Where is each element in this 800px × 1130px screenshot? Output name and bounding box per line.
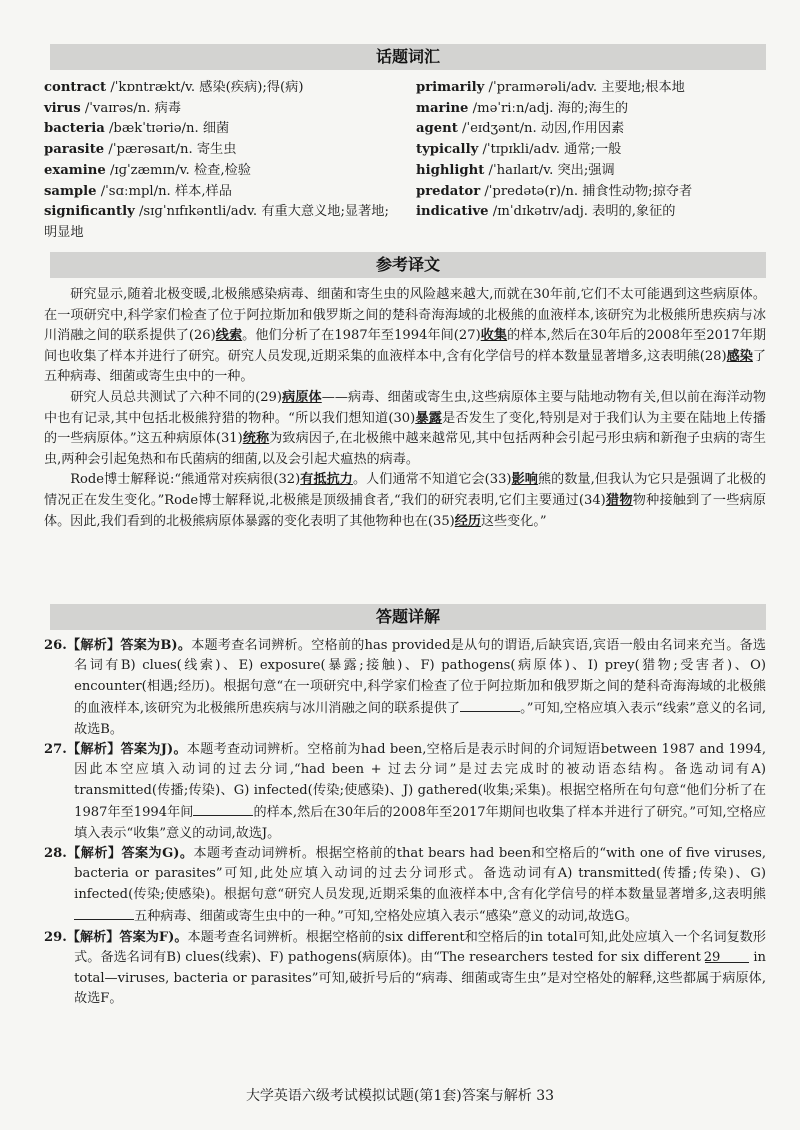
translation-paragraph: Rode博士解释说:“熊通常对疾病很(32)有抵抗力。人们通常不知道它会(33)影响熊的数量,但我认为它只是强调了北极的情况正在发生变化。”Rode博士解释说,北极熊是顶级捕食者,“我们的研究表明,它们主要通过(34)猎物物种接触到了一些病原体。因此,我们看到的北极熊病原体暴露的变化表明了其他物种也在(35)经历这些变化。” — [44, 472, 767, 529]
answer-item: 29.【解析】答案为F)。本题考查名词辨析。根据空格前的six different和空格后的in total可知,此处应填入一个名词复数形式。备选名词有B) clues(线索)、F) pathogens(病原体)。由“The researchers tested for six different 29 in total—viruses, bacteria or parasites”可知,破折号后的“病毒、细菌或寄生虫”是对空格处的解释,这些都属于病原体,故选F。 — [44, 929, 766, 1006]
fill-blank — [74, 905, 134, 920]
answer-keyword: 收集 — [480, 328, 508, 344]
vocab-entry: primarily /ˈpraɪmərəli/adv. 主要地;根本地 — [416, 80, 685, 95]
answer-keyword: 暴露 — [415, 410, 443, 426]
answer-keyword: 经历 — [454, 513, 481, 529]
vocab-column-right — [416, 78, 774, 223]
vocab-entry: examine /ɪɡˈzæmɪn/v. 检查,检验 — [44, 162, 251, 178]
vocab-entry: sample /ˈsɑːmpl/n. 样本,样品 — [44, 183, 232, 199]
vocab-entry: indicative /ɪnˈdɪkətɪv/adj. 表明的,象征的 — [416, 204, 676, 220]
vocab-entry: highlight /ˈhaɪlaɪt/v. 突出;强调 — [416, 162, 615, 178]
answer-item: 27.【解析】答案为J)。本题考查动词辨析。空格前为had been,空格后是表示时间的介词短语between 1987 and 1994,因此本空应填入动词的过去分词,“had been + 过去分词”是过去完成时的被动语态结构。备选动词有A) transmitted(传播;传染)、G) infected(传染;使感染)、J) gathered(收集;采集)。根据空格所在句句意“他们分析了在1987年至1994年间 的样本,然后在30年后的2008年至2017年期间也收集了样本并进行了研究。”可知,空格应填入表示“收集”意义的动词,故选J。 — [44, 742, 767, 841]
answer-keyword: 感染 — [726, 348, 753, 364]
section-header-vocab: 话题词汇 — [50, 44, 766, 70]
answer-item: 26.【解析】答案为B)。本题考查名词辨析。空格前的has provided是从句的谓语,后缺宾语,宾语一般由名词来充当。备选名词有B) clues(线索)、E) exposure(暴露;接触)、F) pathogens(病原体)、I) prey(猎物;受害者)、O) encounter(相遇;经历)。根据句意“在一项研究中,科学家们检查了位于阿拉斯加和俄罗斯之间的楚科奇海海域的北极熊的血液样本,该研究为北极熊所患疾病与冰川消融之间的联系提供了 。”可知,空格应填入表示“线索”意义的名词,故选B。 — [44, 638, 766, 737]
vocab-column-left — [44, 78, 394, 244]
answer-explanations — [44, 636, 766, 1009]
page-footer: 大学英语六级考试模拟试题(第1套)答案与解析 33 — [245, 1088, 555, 1104]
translation-paragraph: 研究人员总共测试了六种不同的(29)病原体——病毒、细菌或寄生虫,这些病原体主要与陆地动物有关,但以前在海洋动物中也有记录,其中包括北极熊狩猎的物种。“所以我们想知道(30)暴露是否发生了变化,特别是对于我们认为主要在陆地上传播的一些病原体。”这五种病原体(31)统称为致病因子,在北极熊中越来越常见,其中包括两种会引起弓形虫病和新孢子虫病的寄生虫,两种会引起兔热和布氏菌病的细菌,以及会引起犬瘟热的病毒。 — [44, 389, 767, 467]
vocab-entry: parasite /ˈpærəsaɪt/n. 寄生虫 — [44, 142, 237, 158]
vocab-entry: contract /ˈkɒntrækt/v. 感染(疾病);得(病) — [44, 80, 304, 95]
answer-item: 28.【解析】答案为G)。本题考查动词辨析。根据空格前的that bears had been和空格后的“with one of five viruses, bacteria or parasites”可知,此处应填入动词的过去分词形式。备选动词有A) transmitted(传播;传染)、G) infected(传染;使感染)。根据句意“研究人员发现,近期采集的血液样本中,含有化学信号的样本数量显著增多,这表明熊五种病毒、细菌或寄生虫中的一种。”可知,空格处应填入表示“感染”意义的动词,故选G。 — [44, 846, 766, 925]
answer-keyword: 有抵抗力 — [300, 472, 353, 488]
vocab-entry: marine /məˈriːn/adj. 海的;海生的 — [416, 100, 629, 116]
answer-keyword: 统称 — [242, 431, 270, 447]
answer-keyword: 影响 — [511, 472, 538, 488]
vocab-entry: bacteria /bækˈtɪəriə/n. 细菌 — [44, 121, 230, 137]
vocab-entry: virus /ˈvaɪrəs/n. 病毒 — [44, 100, 182, 116]
section-header-translation: 参考译文 — [50, 252, 766, 278]
answer-keyword: 病原体 — [282, 389, 322, 405]
answer-keyword: 线索 — [215, 328, 243, 344]
vocab-entry: agent /ˈeɪdʒənt/n. 动因,作用因素 — [416, 121, 625, 137]
fill-blank: 29 — [705, 948, 749, 963]
vocab-entry: significantly /sɪɡˈnɪfɪkəntli/adv. 有重大意义地;显著地;明显地 — [44, 204, 389, 240]
fill-blank — [460, 697, 520, 712]
translation-paragraph: 研究显示,随着北极变暖,北极熊感染病毒、细菌和寄生虫的风险越来越大,而就在30年前,它们不太可能遇到这些病原体。在一项研究中,科学家们检查了位于阿拉斯加和俄罗斯之间的楚科奇海海域的北极熊的血液样本,该研究为北极熊所患疾病与冰川消融之间的联系提供了(26)线索。他们分析了在1987年至1994年间(27)收集的样本,然后在30年后的2008年至2017年期间也收集了样本并进行了研究。研究人员发现,近期采集的血液样本中,含有化学信号的样本数量显著增多,这表明熊(28)感染了五种病毒、细菌或寄生虫中的一种。 — [44, 287, 767, 385]
translation-body — [44, 285, 766, 532]
answer-keyword: 猎物 — [605, 492, 633, 508]
fill-blank — [193, 801, 253, 816]
section-header-answers: 答题详解 — [50, 604, 766, 630]
vocab-entry: predator /ˈpredətə(r)/n. 捕食性动物;掠夺者 — [416, 183, 693, 199]
vocab-entry: typically /ˈtɪpɪkli/adv. 通常;一般 — [416, 142, 622, 158]
